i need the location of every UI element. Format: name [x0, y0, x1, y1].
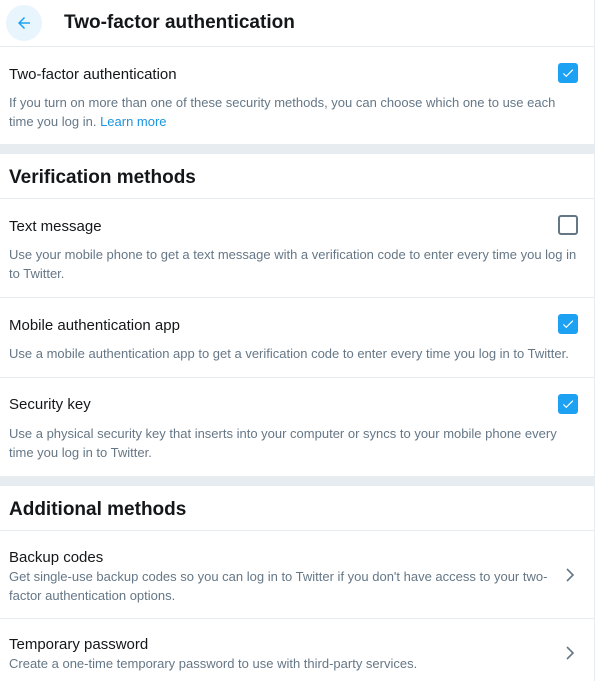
text-message-row — [0, 199, 594, 298]
temporary-password-description: Create a one-time temporary password to use with third-party services. — [9, 656, 418, 671]
text-message-label: Text message — [9, 218, 102, 235]
temporary-password-row[interactable] — [0, 619, 594, 689]
page-title: Two-factor authentication — [64, 12, 295, 33]
text-message-description: Use your mobile phone to get a text message with a verification code to enter every time you log in to Twitter. — [9, 247, 577, 281]
section-divider — [0, 145, 594, 154]
auth-app-row — [0, 298, 594, 378]
temporary-password-label: Temporary password — [9, 636, 149, 653]
chevron-right-icon — [564, 567, 576, 583]
security-key-description: Use a physical security key that inserts into your computer or syncs to your mobile phone every time you log in to Twitter. — [9, 426, 557, 460]
auth-app-description: Use a mobile authentication app to get a verification code to enter every time you log in to Twitter. — [9, 346, 569, 361]
backup-codes-description: Get single-use backup codes so you can log in to Twitter if you don't have access to your two-factor authentication options. — [9, 569, 548, 603]
security-key-row — [0, 378, 594, 477]
auth-app-label: Mobile authentication app — [9, 317, 180, 334]
header — [0, 0, 594, 47]
arrow-left-icon — [15, 14, 33, 32]
auth-app-checkbox[interactable] — [558, 314, 578, 334]
verification-methods-heading: Verification methods — [0, 154, 594, 199]
backup-codes-label: Backup codes — [9, 549, 104, 566]
section-divider — [0, 477, 594, 486]
tfa-row — [0, 47, 594, 145]
additional-methods-heading: Additional methods — [0, 486, 594, 531]
security-key-label: Security key — [9, 396, 91, 413]
text-message-checkbox[interactable] — [558, 215, 578, 235]
learn-more-link[interactable]: Learn more — [100, 114, 167, 129]
tfa-description — [9, 93, 579, 131]
checkmark-icon — [561, 317, 575, 331]
tfa-label: Two-factor authentication — [9, 66, 177, 83]
back-button[interactable] — [6, 5, 42, 41]
backup-codes-row[interactable] — [0, 531, 594, 619]
security-key-checkbox[interactable] — [558, 394, 578, 414]
checkmark-icon — [561, 66, 575, 80]
tfa-checkbox[interactable] — [558, 63, 578, 83]
checkmark-icon — [561, 397, 575, 411]
chevron-right-icon — [564, 645, 576, 661]
tfa-description-text: If you turn on more than one of these security methods, you can choose which one to use each time you log in. — [9, 95, 556, 129]
